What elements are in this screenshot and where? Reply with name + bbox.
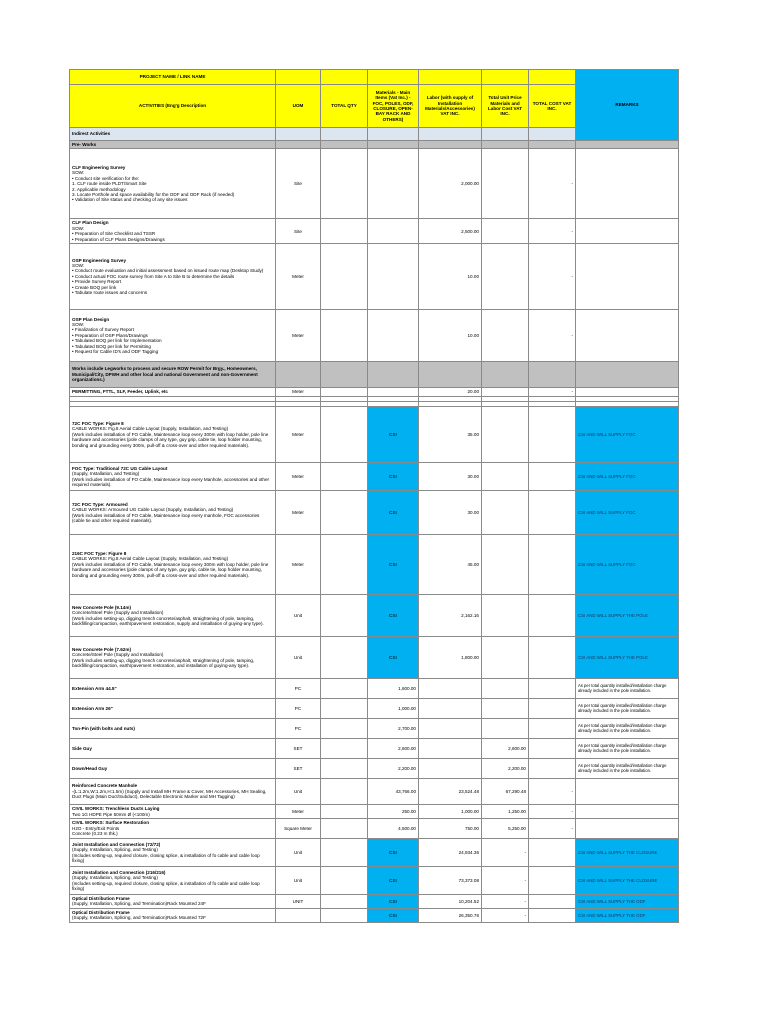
remarks-cell: CSI AND WILL SUPPLY THE POLE xyxy=(576,637,679,679)
table-row xyxy=(70,595,679,637)
activity-title: 216C FOC Type: Figure 8 xyxy=(72,551,127,557)
total-cost-cell: - xyxy=(529,805,576,819)
activity-cell xyxy=(70,244,276,310)
uom-cell: SET xyxy=(276,739,321,759)
materials-cell: 1,000.00 xyxy=(368,699,419,719)
activity-title: Joint Installation and Connection (72/72) xyxy=(72,841,161,847)
materials-cell: CSI xyxy=(368,895,419,909)
materials-header: Materials - Main Items (Vat Inc.) -FOC, POLES, ODF, CLOSURE, OPEN-BAY RACK AND OTHERS) xyxy=(368,85,419,128)
activity-title: 72C FOC Type: Figure 8 xyxy=(72,421,124,427)
table-row xyxy=(70,895,679,909)
uom-cell: Meter xyxy=(276,407,321,463)
qty-cell xyxy=(321,535,368,595)
qty-cell xyxy=(321,637,368,679)
table-row xyxy=(70,637,679,679)
activity-cell xyxy=(70,463,276,491)
total-cost-cell xyxy=(529,908,576,922)
unit-price-cell: - xyxy=(482,839,529,867)
uom-cell: Unit xyxy=(276,595,321,637)
table-row xyxy=(70,491,679,535)
qty-cell xyxy=(321,779,368,805)
activity-title: CIVIL WORKS: Surface Restoration xyxy=(72,820,149,826)
labor-cell xyxy=(419,679,482,699)
materials-cell: 1,600.00 xyxy=(368,679,419,699)
labor-cell: 23,524.48 xyxy=(419,779,482,805)
qty-cell xyxy=(321,867,368,895)
total-cost-cell: - xyxy=(529,310,576,362)
unit-price-cell: - xyxy=(482,867,529,895)
uom-cell: Meter xyxy=(276,491,321,535)
uom-cell: Unit xyxy=(276,779,321,805)
grey-cell xyxy=(529,362,576,388)
activity-title: CLF Engineering Survey xyxy=(72,164,126,170)
remarks-cell: As per total quantity installed/installation charge already included in the pole installation. xyxy=(576,719,679,739)
labor-cell: 24,934.36 xyxy=(419,839,482,867)
total-cost-cell xyxy=(529,407,576,463)
materials-cell: CSI xyxy=(368,463,419,491)
uom-cell: Meter xyxy=(276,310,321,362)
remarks-cell xyxy=(576,819,679,839)
remarks-cell: As per total quantity installed/installation charge already included in the pole installation. xyxy=(576,739,679,759)
total-cost-cell xyxy=(529,867,576,895)
activities-header: ACTIVITIES (Eng'g Description xyxy=(70,85,276,128)
activity-cell xyxy=(70,637,276,679)
labor-cell: 1,800.00 xyxy=(419,637,482,679)
remarks-cell: CSI AND WILL SUPPLY THE POLE xyxy=(576,595,679,637)
grey-cell xyxy=(368,362,419,388)
total-cost-cell: - xyxy=(529,819,576,839)
labor-cell: 2,000.00 xyxy=(419,149,482,219)
activity-description: Two 1G HDPE Pipe 50mm Ø (<100m) xyxy=(72,811,150,817)
total-cost-cell xyxy=(529,759,576,779)
unit-price-cell xyxy=(482,149,529,219)
permit-note: Works include Legworks to process and secure ROW Permit for Brgy., Homeowners, Municipal/City, DPWH and other local and national Government and non-Government organizations.) xyxy=(70,362,276,388)
materials-cell: 2,700.00 xyxy=(368,719,419,739)
remarks-cell: CSI AND WILL SUPPLY FOC xyxy=(576,491,679,535)
uom-cell: Square Meter xyxy=(276,819,321,839)
labor-cell: 45.00 xyxy=(419,535,482,595)
uom-header: UOM xyxy=(276,85,321,128)
uom-cell: PC xyxy=(276,699,321,719)
unit-price-cell xyxy=(482,595,529,637)
boq-table xyxy=(69,69,679,923)
materials-cell: 43,766.00 xyxy=(368,779,419,805)
activity-title: New Concrete Pole (7.62m) xyxy=(72,646,131,652)
qty-cell xyxy=(321,819,368,839)
total-cost-cell xyxy=(529,739,576,759)
activity-title: Joint Installation and Connection (216/216) xyxy=(72,869,166,875)
remarks-cell: CSI AND WILL SUPPLY FOC xyxy=(576,463,679,491)
qty-cell xyxy=(321,908,368,922)
materials-cell: CSI xyxy=(368,535,419,595)
total-cost-header: TOTAL COST VAT INC. xyxy=(529,85,576,128)
labor-cell: 30.00 xyxy=(419,491,482,535)
total-cost-cell: - xyxy=(529,219,576,244)
activity-cell xyxy=(70,739,276,759)
unit-price-cell xyxy=(482,637,529,679)
remarks-cell: As per total quantity installed/installation charge already included in the pole installation. xyxy=(576,679,679,699)
activity-description: (Supply, Installation, Splicing, and Testing) (Includes setting-up, required closure, closing splice, & installation of fo cable and cable loop fixing) xyxy=(72,875,260,891)
activity-cell xyxy=(70,867,276,895)
activity-title: Optical Distribution Frame xyxy=(72,909,130,915)
activity-description: (Supply, Installation, Splicing, and Termination)Rack Mounted 24F xyxy=(72,901,206,907)
uom-cell: PC xyxy=(276,679,321,699)
activity-title: CLF Plan Design xyxy=(72,220,109,226)
table-row xyxy=(70,149,679,219)
activity-description: SOW: • Finalization of Survey Report • Preparation of OSP Plans/Drawings • Tabulated BOQ per link for Implementation • Tabulated BOQ per link for Permitting • Request for Cable ID's and ODF Tagging xyxy=(72,322,162,355)
remarks-cell xyxy=(576,310,679,362)
remarks-cell xyxy=(576,219,679,244)
qty-cell xyxy=(321,463,368,491)
materials-cell: 250.00 xyxy=(368,805,419,819)
activity-title: Extension Arm 26" xyxy=(72,705,113,711)
activity-cell xyxy=(70,805,276,819)
grey-cell xyxy=(276,362,321,388)
uom-cell: Meter xyxy=(276,805,321,819)
table-row xyxy=(70,819,679,839)
qty-cell xyxy=(321,149,368,219)
activity-cell xyxy=(70,310,276,362)
uom-cell: Meter xyxy=(276,535,321,595)
uom-cell: Site xyxy=(276,149,321,219)
activity-description: CABLE WORKS: Fig.8 Aerial Cable Layout (Supply, Installation, and Testing) (Work includes installation of FO Cable, Maintenance loop every 300m with loop holder, pole line hardware and accessories (pole clamps of any type, guy grip, cable tie, loop holder mounting, bonding and grounding every 300m, pull-off & cross-over and other required materials). xyxy=(72,556,269,578)
unit-price-cell xyxy=(482,699,529,719)
materials-cell xyxy=(368,219,419,244)
grey-cell xyxy=(419,362,482,388)
section-pre-works: Pre- Works xyxy=(70,141,276,149)
table-row xyxy=(70,719,679,739)
total-cost-cell xyxy=(529,719,576,739)
activity-cell xyxy=(70,819,276,839)
materials-cell: CSI xyxy=(368,407,419,463)
table-row xyxy=(70,310,679,362)
qty-cell xyxy=(321,679,368,699)
unit-price-cell xyxy=(482,219,529,244)
activity-cell xyxy=(70,699,276,719)
activity-title: Reinforced Concrete Manhole xyxy=(72,783,138,789)
grey-cell xyxy=(576,362,679,388)
qty-cell xyxy=(321,699,368,719)
remarks-cell: CSI AND WILL SUPPLY FOC xyxy=(576,535,679,595)
activity-description: SOW: • Preparation of Site Checklist and TSSR • Preparation of CLF Plans Designs/Drawings xyxy=(72,225,165,242)
activity-title: Side Guy xyxy=(72,745,92,751)
unit-price-cell xyxy=(482,388,529,397)
labor-cell: 1,000.00 xyxy=(419,805,482,819)
activity-description: (Supply, Installation, Splicing, and Termination)Rack Mounted 72F xyxy=(72,915,206,921)
activity-cell xyxy=(70,719,276,739)
table-row xyxy=(70,407,679,463)
total-cost-cell xyxy=(529,463,576,491)
qty-cell xyxy=(321,595,368,637)
project-name-header: PROJECT NAME / LINK NAME xyxy=(70,70,276,85)
unit-price-cell xyxy=(482,310,529,362)
total-cost-cell xyxy=(529,637,576,679)
activity-description: Concrete/Steel Pole (Supply and Installation) (Work includes setting-up, digging trench concrete/asphalt, straightening of pole, tamping, backfilling/compaction, earth/pavement restoration, and installation of guying-any type). xyxy=(72,652,255,668)
remarks-cell: CSI AND WILL SUPPLY THE ODF xyxy=(576,895,679,909)
unit-price-cell: 1,250.00 xyxy=(482,805,529,819)
activity-description: SOW: • Conduct route evaluation and initial assessment based on issued route map (Desktop Study) • Conduct actual FOC route survey from Site A to Site B to determine the details • Provide Survey Report • Create BOQ per link • Tabulate route issues and concerns xyxy=(72,263,264,296)
unit-price-cell xyxy=(482,244,529,310)
activity-description: -(L:1.2m,W:1.2m,H:1.5m) (Supply and Install MH Frame & Cover, MH Accessories, MH Sealing, Duct Plugs (Main Duct/Subduct), Delectable Electronic Marker and MH Tagging) xyxy=(72,788,267,800)
qty-cell xyxy=(321,759,368,779)
remarks-cell xyxy=(576,244,679,310)
unit-price-cell xyxy=(482,535,529,595)
unit-price-cell: - xyxy=(482,908,529,922)
remarks-header: REMARKS xyxy=(576,70,679,141)
activity-title: Down/Head Guy xyxy=(72,765,108,771)
activity-cell xyxy=(70,779,276,805)
labor-cell xyxy=(419,699,482,719)
activity-title: OSP Plan Design xyxy=(72,316,110,322)
activity-description: H2O - Entry/Exit Points Concrete (0.23 m thk.) xyxy=(72,825,120,837)
materials-cell xyxy=(368,149,419,219)
total-cost-cell: - xyxy=(529,779,576,805)
activity-cell xyxy=(70,219,276,244)
materials-cell: CSI xyxy=(368,839,419,867)
unit-price-cell xyxy=(482,719,529,739)
table-row xyxy=(70,779,679,805)
materials-cell xyxy=(368,388,419,397)
uom-cell: SET xyxy=(276,759,321,779)
grey-cell xyxy=(482,362,529,388)
activity-title: OSP Engineering Survey xyxy=(72,257,127,263)
activity-title: Ton-Pin (with bolts and nuts) xyxy=(72,725,135,731)
unit-price-cell xyxy=(482,407,529,463)
activity-title: 72C FOC Type: Armoured xyxy=(72,501,128,507)
remarks-cell: CSI AND WILL SUPPLY THE CLOSURE xyxy=(576,839,679,867)
table-row xyxy=(70,839,679,867)
activity-description: SOW: • Conduct site verification for the: 1. CLF route inside PLDT/Smart Site 2. Applicable methodology 3. Locate Porthole and space availability for the ODF and ODF Rack (if needed) • Validation of Site status and checking of any site issues xyxy=(72,170,235,203)
total-cost-cell: - xyxy=(529,244,576,310)
activity-cell xyxy=(70,679,276,699)
labor-cell: 30.00 xyxy=(419,463,482,491)
activity-description: CABLE WORKS: Armoured UG Cable Layout (Supply, Installation, and Testing) (Work includes installation of FO Cable, Maintenance loop every manhole, FOC accessories (cable tie and other required materials). xyxy=(72,507,260,523)
materials-cell: CSI xyxy=(368,908,419,922)
labor-cell: 35.00 xyxy=(419,407,482,463)
remarks-cell xyxy=(576,779,679,805)
remarks-cell: CSI AND WILL SUPPLY THE CLOSURE xyxy=(576,867,679,895)
uom-cell: Unit xyxy=(276,637,321,679)
labor-cell: 26,350.76 xyxy=(419,908,482,922)
activity-description: CABLE WORKS: Fig.8 Aerial Cable Layout (Supply, Installation, and Testing) (Work includes installation of FO Cable, Maintenance loop every 300m with loop holder, pole line hardware and accessories (pole clamps of any type, guy grip, cable tie, loop holder mounting, bonding and grounding every 300m, pull-off & cross-over and other required materials). xyxy=(72,426,269,448)
activity-cell xyxy=(70,839,276,867)
unit-price-cell xyxy=(482,491,529,535)
qty-cell xyxy=(321,739,368,759)
labor-cell: 10.00 xyxy=(419,244,482,310)
table-row xyxy=(70,388,679,397)
remarks-cell: CSI AND WILL SUPPLY THE ODF xyxy=(576,908,679,922)
total-cost-cell xyxy=(529,839,576,867)
uom-cell: PC xyxy=(276,719,321,739)
activity-title: Extension Arm 44.5" xyxy=(72,685,117,691)
table-row xyxy=(70,867,679,895)
remarks-cell: As per total quantity installed/installation charge already included in the pole installation. xyxy=(576,759,679,779)
materials-cell xyxy=(368,244,419,310)
remarks-cell: CSI AND WILL SUPPLY FOC xyxy=(576,407,679,463)
materials-cell: 2,200.00 xyxy=(368,759,419,779)
total-qty-header: TOTAL QTY xyxy=(321,85,368,128)
total-cost-cell xyxy=(529,679,576,699)
qty-cell xyxy=(321,310,368,362)
qty-cell xyxy=(321,219,368,244)
qty-cell xyxy=(321,805,368,819)
remarks-cell: As per total quantity installed/installation charge already included in the pole installation. xyxy=(576,699,679,719)
materials-cell: 2,600.00 xyxy=(368,739,419,759)
unit-price-cell xyxy=(482,463,529,491)
labor-cell: 2,500.00 xyxy=(419,219,482,244)
activity-description: (Supply, Installation, and Testing) (Work includes installation of FO Cable, Maintenance loop every Manhole, accessories and other required materials). xyxy=(72,471,270,487)
uom-cell: UNIT xyxy=(276,895,321,909)
materials-cell: CSI xyxy=(368,491,419,535)
table-row xyxy=(70,679,679,699)
total-cost-cell xyxy=(529,895,576,909)
activity-description: (Supply, Installation, Splicing, and Testing) (Includes setting-up, required closure, closing splice, & installation of fo cable and cable loop fixing) xyxy=(72,847,260,863)
uom-cell: Meter xyxy=(276,388,321,397)
activity-cell xyxy=(70,595,276,637)
activity-description: Concrete/Steel Pole (Supply and Installation) (Work includes setting-up, digging trench concrete/asphalt, straightening of pole, tamping, backfilling/compaction, earth/pavement restoration, supply and installation of guying-any type). xyxy=(72,610,264,626)
uom-cell: Site xyxy=(276,219,321,244)
labor-cell xyxy=(419,719,482,739)
qty-cell xyxy=(321,895,368,909)
unit-price-cell xyxy=(482,679,529,699)
labor-cell xyxy=(419,759,482,779)
qty-cell xyxy=(321,719,368,739)
section-indirect-activities: Indirect Activities xyxy=(70,128,276,141)
labor-header: Labor (with supply of Installation Materials/Accessories) VAT INC. xyxy=(419,85,482,128)
permit-title: PERMITTING, FTTL, SLF, Feeder, Uplink, etc xyxy=(70,388,276,397)
unit-price-header: Total Unit Price Materials and Labor Cost VAT INC. xyxy=(482,85,529,128)
qty-cell xyxy=(321,839,368,867)
materials-cell xyxy=(368,310,419,362)
unit-price-cell: 67,290.48 xyxy=(482,779,529,805)
table-row xyxy=(70,219,679,244)
unit-price-cell: 5,250.00 xyxy=(482,819,529,839)
activity-cell xyxy=(70,759,276,779)
total-cost-cell xyxy=(529,595,576,637)
activity-cell xyxy=(70,895,276,909)
activity-cell xyxy=(70,149,276,219)
total-cost-cell xyxy=(529,491,576,535)
materials-cell: 4,500.00 xyxy=(368,819,419,839)
activity-title: Optical Distribution Frame xyxy=(72,896,130,902)
labor-cell: 10,204.52 xyxy=(419,895,482,909)
total-cost-cell xyxy=(529,699,576,719)
remarks-cell xyxy=(576,805,679,819)
activity-cell xyxy=(70,407,276,463)
uom-cell: Meter xyxy=(276,244,321,310)
total-cost-cell xyxy=(529,535,576,595)
unit-price-cell: - xyxy=(482,895,529,909)
uom-cell: Meter xyxy=(276,463,321,491)
total-cost-cell: - xyxy=(529,149,576,219)
materials-cell: CSI xyxy=(368,867,419,895)
qty-cell xyxy=(321,244,368,310)
table-row xyxy=(70,805,679,819)
activity-cell xyxy=(70,491,276,535)
qty-cell xyxy=(321,407,368,463)
unit-price-cell: 2,200.00 xyxy=(482,759,529,779)
activity-cell xyxy=(70,908,276,922)
activity-title: CIVIL WORKS: Trenchless Ducts Laying xyxy=(72,806,160,812)
activity-cell xyxy=(70,535,276,595)
labor-cell: 73,373.08 xyxy=(419,867,482,895)
materials-cell: CSI xyxy=(368,595,419,637)
table-row xyxy=(70,699,679,719)
uom-cell: Unit xyxy=(276,867,321,895)
labor-cell: 2,162.16 xyxy=(419,595,482,637)
labor-cell: 10.00 xyxy=(419,310,482,362)
qty-cell xyxy=(321,388,368,397)
materials-cell: CSI xyxy=(368,637,419,679)
grey-cell xyxy=(321,362,368,388)
table-row xyxy=(70,535,679,595)
table-row xyxy=(70,759,679,779)
table-row xyxy=(70,739,679,759)
labor-cell xyxy=(419,739,482,759)
activity-title: New Concrete Pole (9.14m) xyxy=(72,604,131,610)
labor-cell: 20.00 xyxy=(419,388,482,397)
table-row xyxy=(70,908,679,922)
unit-price-cell: 2,600.00 xyxy=(482,739,529,759)
remarks-cell xyxy=(576,388,679,397)
labor-cell: 750.00 xyxy=(419,819,482,839)
activity-title: FOC Type: Traditional 72C UG Cable Layout xyxy=(72,465,168,471)
remarks-cell xyxy=(576,149,679,219)
uom-cell: Unit xyxy=(276,839,321,867)
qty-cell xyxy=(321,491,368,535)
uom-cell xyxy=(276,908,321,922)
total-cost-cell: - xyxy=(529,388,576,397)
table-row xyxy=(70,362,679,388)
table-row xyxy=(70,244,679,310)
table-row xyxy=(70,463,679,491)
